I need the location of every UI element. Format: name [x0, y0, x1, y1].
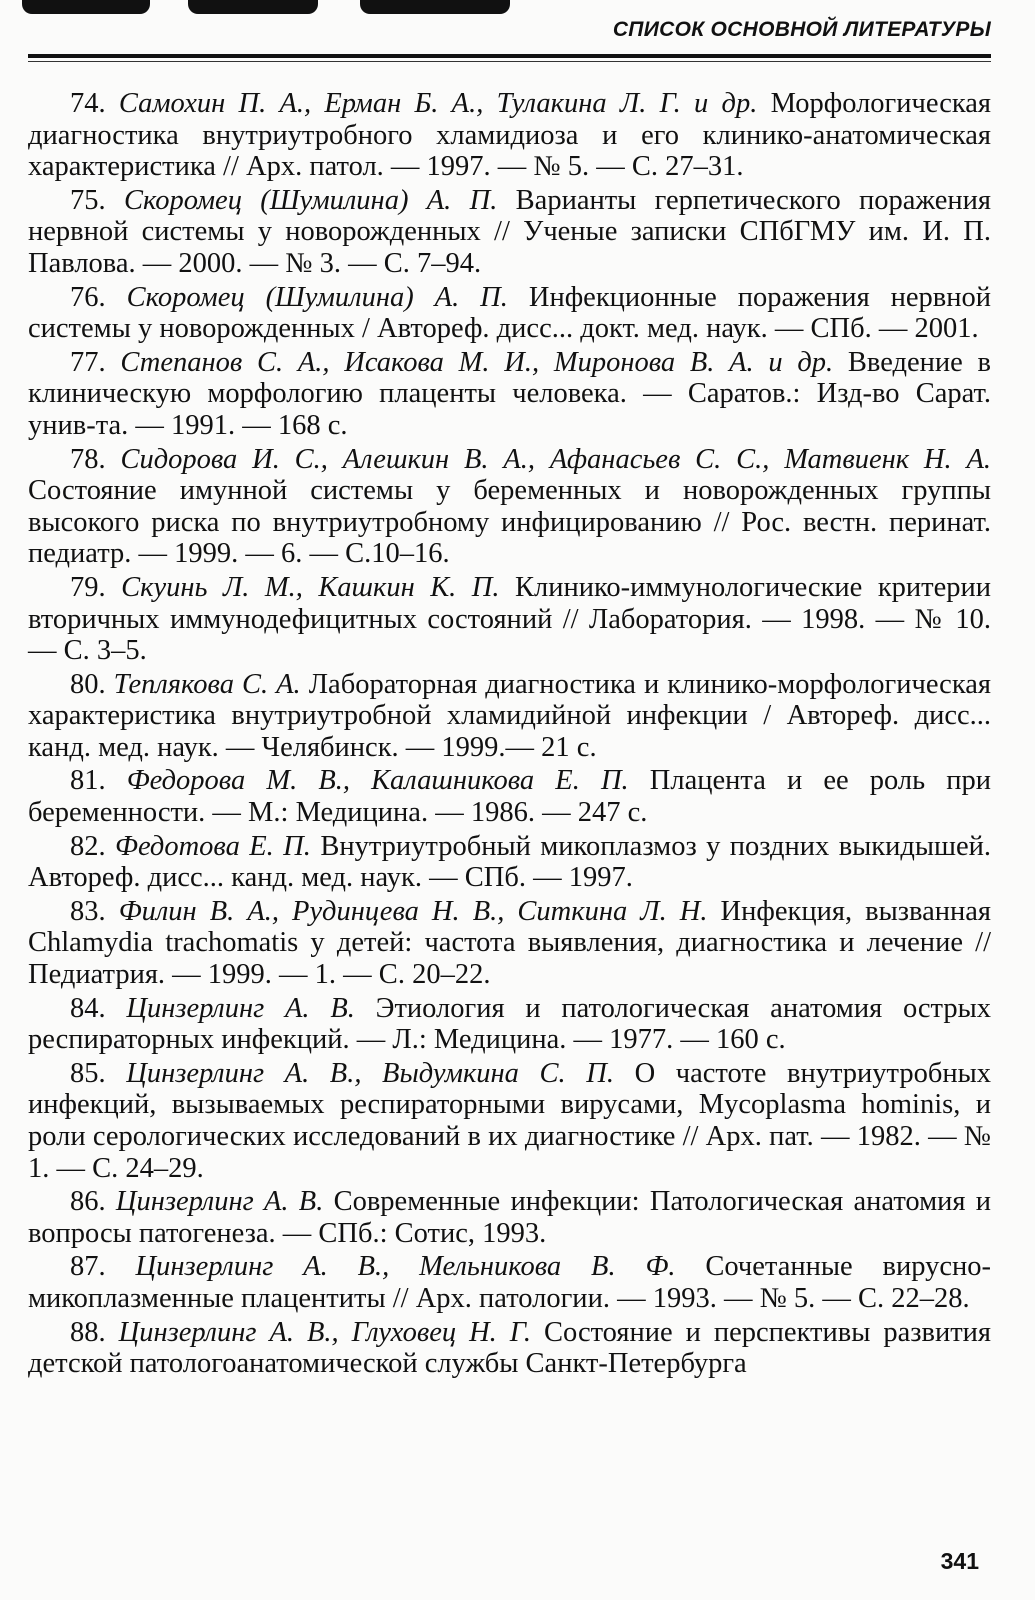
reference-authors: Скуинь Л. М., Кашкин К. П. [121, 571, 500, 603]
reference-number: 84. [70, 992, 106, 1024]
reference-text: Внутриутробный микоплазмоз у поздних выкидышей. Автореф. дисс... канд. мед. наук. — СПб. — 1997. [28, 830, 992, 894]
header-rule [28, 54, 991, 58]
reference-text: О частоте внутриутробных инфекций, вызываемых респираторными вирусами, Mycoplasma hominis, и роли серологических исследований в их диагностике // Арх. пат. — 1982. — № 1. — С. 24–29. [28, 1057, 991, 1184]
reference-entry [28, 1186, 991, 1249]
reference-entry [28, 1317, 991, 1380]
reference-authors: Степанов С. А., Исакова М. И., Миронова В. А. и др. [120, 346, 834, 378]
reference-authors: Цинзерлинг А. В., Глуховец Н. Г. [118, 1316, 531, 1348]
reference-authors: Цинзерлинг А. В. [126, 992, 355, 1024]
reference-number: 85. [70, 1057, 106, 1089]
thumb-tab-mark [360, 0, 510, 14]
reference-text: Современные инфекции: Патологическая анатомия и вопросы патогенеза. — СПб.: Сотис, 1993. [28, 1186, 992, 1249]
reference-text: Введение в клиническую морфологию плаценты человека. — Саратов.: Изд-во Сарат. унив-та. — 1991. — 168 с. [28, 346, 991, 441]
reference-entry [28, 347, 991, 442]
thumb-tab-mark [22, 0, 150, 14]
reference-number: 75. [70, 184, 106, 216]
reference-number: 83. [70, 895, 106, 927]
reference-entry [28, 1058, 991, 1184]
reference-text: Лабораторная диагностика и клинико-морфологическая характеристика внутриутробной хламидийной инфекции / Автореф. дисс... канд. мед. наук. — Челябинск. — 1999.— 21 с. [28, 668, 992, 763]
reference-text: Морфологическая диагностика внутриутробного хламидиоза и его клинико-анатомическая характеристика // Арх. патол. — 1997. — № 5. — С. 27–31. [28, 88, 992, 183]
reference-number: 74. [70, 88, 106, 119]
reference-text: Инфекционные поражения нервной системы у новорожденных / Автореф. дисс... докт. мед. наук. — СПб. — 2001. [28, 281, 992, 345]
reference-authors: Сидорова И. С., Алешкин В. А., Афанасьев С. С., Матвиенк Н. А. [120, 443, 991, 475]
reference-authors: Цинзерлинг А. В., Мельникова В. Ф. [135, 1251, 676, 1283]
page-number: 341 [940, 1548, 979, 1574]
reference-text: Варианты герпетического поражения нервной системы у новорожденных // Ученые записки СПбГМУ им. И. П. Павлова. — 2000. — № 3. — С. 7–94. [28, 184, 991, 279]
reference-entry [28, 831, 991, 894]
reference-authors: Федорова М. В., Калашникова Е. П. [126, 765, 629, 797]
reference-number: 77. [70, 346, 106, 378]
reference-entry [28, 185, 991, 280]
reference-authors: Филин В. А., Рудинцева Н. В., Ситкина Л. Н. [118, 895, 708, 927]
reference-number: 80. [70, 668, 106, 700]
reference-number: 78. [70, 443, 106, 475]
reference-number: 79. [70, 571, 106, 603]
header-rule-thin [28, 61, 991, 62]
reference-entry [28, 282, 991, 345]
reference-text: Этиология и патологическая анатомия острых респираторных инфекций. — Л.: Медицина. — 1977. — 160 с. [28, 992, 992, 1056]
running-title: СПИСОК ОСНОВНОЙ ЛИТЕРАТУРЫ [612, 18, 991, 41]
reference-number: 86. [70, 1186, 106, 1218]
reference-number: 76. [70, 281, 106, 313]
reference-entry [28, 669, 991, 764]
reference-text: Состояние имунной системы у беременных и новорожденных группы высокого риска по внутриутробному инфицированию // Рос. вестн. перинат. педиатр. — 1999. — 6. — С.10–16. [28, 475, 991, 570]
reference-entry [28, 993, 991, 1056]
reference-text: Клинико-иммунологические критерии вторичных иммунодефицитных состояний // Лаборатория. — 1998. — № 10. — С. 3–5. [28, 571, 992, 667]
reference-authors: Скоромец (Шумилина) А. П. [126, 281, 508, 313]
reference-entry [28, 1251, 991, 1314]
reference-entry [28, 88, 991, 183]
thumb-tab-mark [188, 0, 318, 14]
reference-number: 81. [70, 765, 106, 797]
reference-number: 88. [70, 1316, 106, 1348]
reference-authors: Федотова Е. П. [115, 830, 311, 862]
reference-authors: Цинзерлинг А. В. [115, 1186, 324, 1218]
reference-text: Сочетанные вирусно-микоплазменные плацентиты // Арх. патологии. — 1993. — № 5. — С. 22–28. [28, 1251, 992, 1314]
reference-authors: Теплякова С. А. [113, 668, 301, 700]
page-header [0, 0, 1035, 64]
reference-text: Состояние и перспективы развития детской патологоанатомической службы Санкт-Петербурга [28, 1316, 992, 1380]
reference-authors: Цинзерлинг А. В., Выдумкина С. П. [126, 1057, 614, 1089]
reference-text: Плацента и ее роль при беременности. — М.: Медицина. — 1986. — 247 с. [28, 765, 992, 829]
reference-number: 82. [70, 830, 106, 862]
reference-text: Инфекция, вызванная Chlamydia trachomatis у детей: частота выявления, диагностика и лечение // Педиатрия. — 1999. — 1. — С. 20–22. [28, 895, 991, 991]
reference-number: 87. [70, 1251, 106, 1283]
reference-authors: Самохин П. А., Ерман Б. А., Тулакина Л. Г. и др. [118, 88, 758, 119]
reference-authors: Скоромец (Шумилина) А. П. [123, 184, 498, 216]
reference-entry [28, 896, 991, 991]
reference-entry [28, 765, 991, 828]
reference-entry [28, 444, 991, 570]
reference-list [28, 88, 991, 1382]
reference-entry [28, 572, 991, 667]
